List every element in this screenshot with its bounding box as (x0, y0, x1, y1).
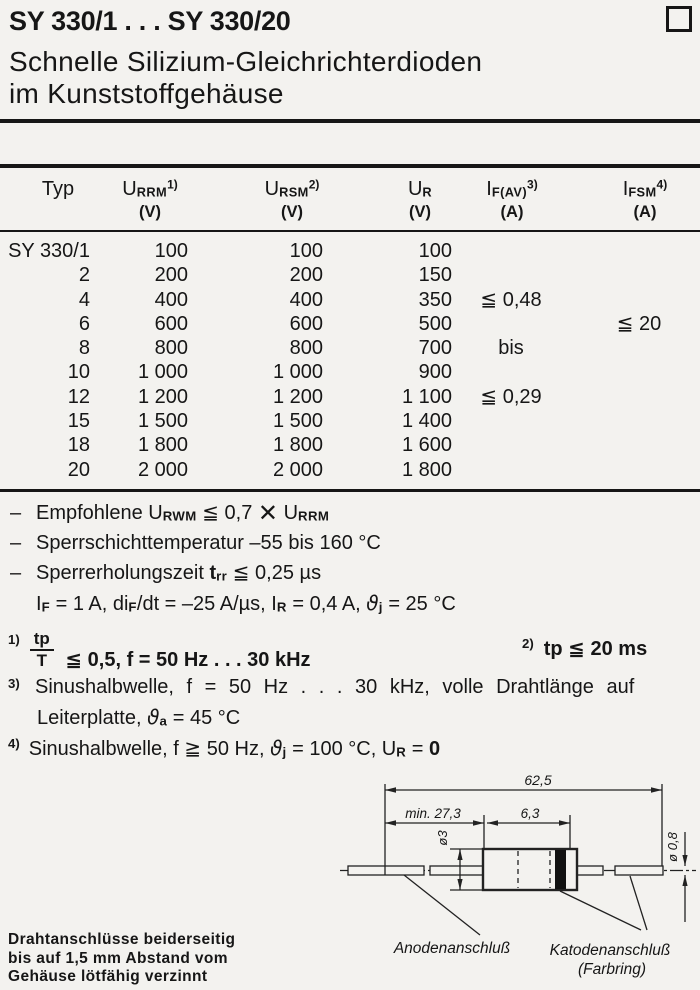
cell-typ: SY 330/1 (8, 240, 90, 262)
cathode-leader-line (630, 876, 647, 930)
footnote-text: $\frac{tp}{T}$ ≦ 0,5, f = 50 Hz . . . 30 kHz (20, 630, 311, 672)
footnote-4 (8, 736, 440, 761)
anode-label: Anodenanschluß (393, 940, 511, 957)
anode-leader-line (404, 875, 480, 935)
cell-ursm: 100 (289, 240, 323, 262)
cell-ur: 100 (418, 240, 452, 262)
cell-ursm: 400 (289, 288, 323, 311)
cell-ifav (452, 239, 560, 263)
note-junction-temperature (10, 528, 690, 558)
dim-label-lead-diameter: ø 0,8 (665, 832, 680, 862)
cell-typ: 12 (67, 385, 90, 408)
cell-urrm: 1 200 (137, 385, 188, 408)
cell-ur: 700 (418, 337, 452, 360)
cell-ifav: ≦ 0,48 (480, 288, 542, 311)
column-header-typ: Typ (41, 177, 75, 200)
corner-box-icon (666, 6, 692, 32)
subtitle-line-1: Schnelle Silizium-Gleichrichterdioden (9, 46, 483, 77)
cell-urrm: 1 800 (137, 434, 188, 457)
cell-ur: 1 100 (401, 385, 452, 408)
note-text: $I_F = 1$ A, $di_F/dt = -25$ A/µs, $I_R = 0,4$ A, $ϑ_j = 25$ °C (36, 591, 456, 615)
cell-urrm: 800 (154, 337, 188, 360)
anode-lead-segment (430, 866, 483, 875)
note-recommended-urwm (10, 498, 690, 528)
cell-ifav (452, 360, 560, 384)
footnote-text: Sinushalbwelle, f ≧ 50 Hz, $ϑ_j = 100$ °C, $U_R = 0$ (28, 736, 441, 761)
cell-urrm: 600 (154, 312, 188, 335)
cell-typ: 8 (78, 337, 90, 360)
cell-ifav (452, 263, 560, 287)
cell-ur: 350 (418, 288, 452, 311)
cell-ursm: 200 (289, 264, 323, 287)
cell-ifav (452, 458, 560, 482)
cell-ursm: 1 500 (272, 410, 323, 433)
footnote-text-line-2: Leiterplatte, $ϑ_a = 45$ °C (37, 705, 241, 729)
cell-ifsm (560, 360, 700, 384)
page-subtitle (9, 46, 482, 109)
footnote-1 (8, 630, 311, 672)
note-reverse-recovery (10, 558, 690, 588)
column-header-ifsm: $I_{FSM}^{4)}$ (A) (622, 177, 668, 221)
solder-note-line-1: Drahtanschlüsse beiderseitig (8, 931, 236, 948)
column-header-urrm: $U_{RRM}^{1)}$ (V) (122, 177, 178, 221)
cell-ifsm (560, 385, 700, 409)
footnote-text-line-1: Sinushalbwelle, f = 50 Hz . . . 30 kHz, volle Drahtlänge auf (35, 676, 635, 698)
dim-label-lead-min: min. 27,3 (405, 806, 461, 821)
cell-ifsm (560, 409, 700, 433)
cell-ursm: 600 (289, 312, 323, 335)
footnote-3 (8, 676, 635, 729)
anode-lead-segment (348, 866, 424, 875)
cell-typ: 10 (67, 361, 90, 384)
cell-ur: 1 400 (401, 410, 452, 433)
cell-ifav: ≦ 0,29 (480, 385, 542, 408)
cathode-band (555, 850, 566, 889)
cell-ur: 500 (418, 312, 452, 335)
footnote-2 (522, 636, 647, 661)
cell-ifsm (560, 263, 700, 287)
cell-urrm: 400 (154, 288, 188, 311)
cell-urrm: 200 (154, 264, 188, 287)
cell-ifsm (560, 458, 700, 482)
cell-ur: 150 (418, 264, 452, 287)
column-header-ursm: $U_{RSM}^{2)}$ (V) (264, 177, 320, 221)
spec-table (0, 164, 700, 492)
cell-ursm: 1 000 (272, 361, 323, 384)
cell-ifsm (560, 433, 700, 457)
dim-label-overall: 62,5 (524, 772, 552, 788)
cell-ifav (452, 409, 560, 433)
cell-ur: 900 (418, 361, 452, 384)
cell-ifsm (560, 239, 700, 263)
cell-ifsm (560, 288, 700, 312)
dim-label-body-diameter: ø3 (435, 830, 450, 846)
cell-typ: 6 (78, 312, 90, 335)
cell-ifsm (560, 336, 700, 360)
note-recovery-conditions (10, 588, 690, 618)
cell-ursm: 1 800 (272, 434, 323, 457)
column-header-ifav: $I_{F(AV)}^{3)}$ (A) (486, 177, 538, 221)
note-dash: – (10, 502, 22, 524)
cell-typ: 20 (67, 458, 90, 481)
cell-typ: 2 (78, 264, 90, 287)
cathode-leader-line (560, 891, 641, 930)
cathode-label-detail: (Farbring) (577, 961, 647, 978)
cathode-label: Katodenanschluß (549, 942, 671, 959)
solder-note-line-3: Gehäuse lötfähig verzinnt (8, 968, 208, 985)
cell-typ: 4 (78, 288, 90, 311)
page-title: SY 330/1 . . . SY 330/20 (9, 6, 291, 36)
cell-urrm: 100 (154, 240, 188, 262)
header-divider (0, 119, 700, 123)
note-text: Sperrerholungszeit $t_{rr}$ ≦ 0,25 µs (36, 562, 322, 584)
cell-ifav (452, 433, 560, 457)
footnote-marker: 1) (8, 632, 20, 647)
footnote-marker: 3) (8, 676, 20, 691)
cathode-lead-segment (615, 866, 663, 875)
cell-ur: 1 600 (401, 434, 452, 457)
cell-urrm: 2 000 (137, 458, 188, 481)
note-dash: – (10, 532, 22, 554)
footnote-marker: 4) (8, 736, 20, 751)
cell-ur: 1 800 (401, 458, 452, 481)
cell-typ: 18 (67, 434, 90, 457)
table-header (0, 168, 700, 232)
subtitle-line-2: im Kunststoffgehäuse (9, 77, 284, 109)
footnote-text: tp ≦ 20 ms (543, 638, 648, 661)
note-text: Sperrschichttemperatur –55 bis 160 °C (36, 532, 381, 554)
footnote-marker: 2) (522, 636, 534, 651)
cell-typ: 15 (67, 410, 90, 433)
cell-ifav: bis (498, 337, 524, 360)
cell-ursm: 1 200 (272, 385, 323, 408)
cell-ifav (452, 312, 560, 336)
column-header-ur: $U_R$ (V) (407, 177, 433, 221)
cell-ursm: 800 (289, 337, 323, 360)
cell-urrm: 1 500 (137, 410, 188, 433)
cell-ursm: 2 000 (272, 458, 323, 481)
cell-urrm: 1 000 (137, 361, 188, 384)
solder-note (8, 931, 235, 987)
dim-label-body: 6,3 (520, 806, 540, 821)
cell-ifsm: ≦ 20 (616, 312, 662, 335)
note-dash: – (10, 562, 22, 584)
note-text: Empfohlene $U_{RWM}$ ≦ 0,7 ✕ $U_{RRM}$ (36, 500, 330, 527)
package-outline-drawing (338, 772, 700, 987)
solder-note-line-2: bis auf 1,5 mm Abstand vom (8, 949, 228, 967)
cathode-lead-segment (577, 866, 603, 875)
table-body (0, 232, 700, 482)
